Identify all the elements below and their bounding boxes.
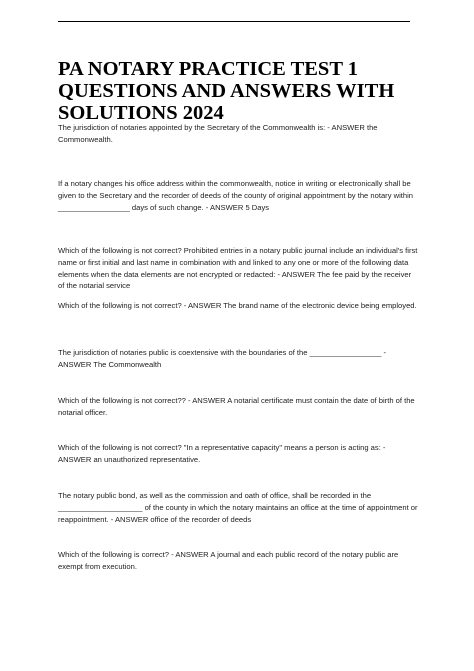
header-rule: [58, 21, 410, 22]
qa-item-1: The jurisdiction of notaries appointed by the Secretary of the Commonwealth is: - ANSWER the Commonwealth.: [58, 123, 378, 144]
qa-item-6: Which of the following is not correct?? - ANSWER A notarial certificate must contain the date of birth of the notarial officer.: [58, 396, 415, 417]
qa-item-9: Which of the following is correct? - ANSWER A journal and each public record of the notary public are exempt from execution.: [58, 550, 399, 571]
qa-item-7: Which of the following is not correct? "In a representative capacity" means a person is acting as: - ANSWER an unauthorized representative.: [58, 443, 386, 464]
qa-item-4: Which of the following is not correct? - ANSWER The brand name of the electronic device being employed.: [58, 301, 417, 310]
qa-item-8: The notary public bond, as well as the commission and oath of office, shall be recorded in the ____________________ of the county in which the notary maintains an office at the time of appointment or reappointment. - ANSWER office of the recorder of deeds: [58, 491, 418, 524]
document-title: PA NOTARY PRACTICE TEST 1 QUESTIONS AND ANSWERS WITH SOLUTIONS 2024: [58, 58, 395, 124]
qa-item-3: Which of the following is not correct? Prohibited entries in a notary public journal include an individual's first name or first initial and last name in combination with and linked to any one or more of the following data elements when the data elements are not encrypted or redacted: - ANSWER The fee paid by the receiver of the notarial service: [58, 246, 418, 291]
qa-item-5: The jurisdiction of notaries public is coextensive with the boundaries of the _________________ - ANSWER The Commonwealth: [58, 348, 387, 369]
qa-item-2: If a notary changes his office address within the commonwealth, notice in writing or electronically shall be given to the Secretary and the recorder of deeds of the county of original appointment by the notary within _________________ days of such change. - ANSWER 5 Days: [58, 179, 414, 212]
